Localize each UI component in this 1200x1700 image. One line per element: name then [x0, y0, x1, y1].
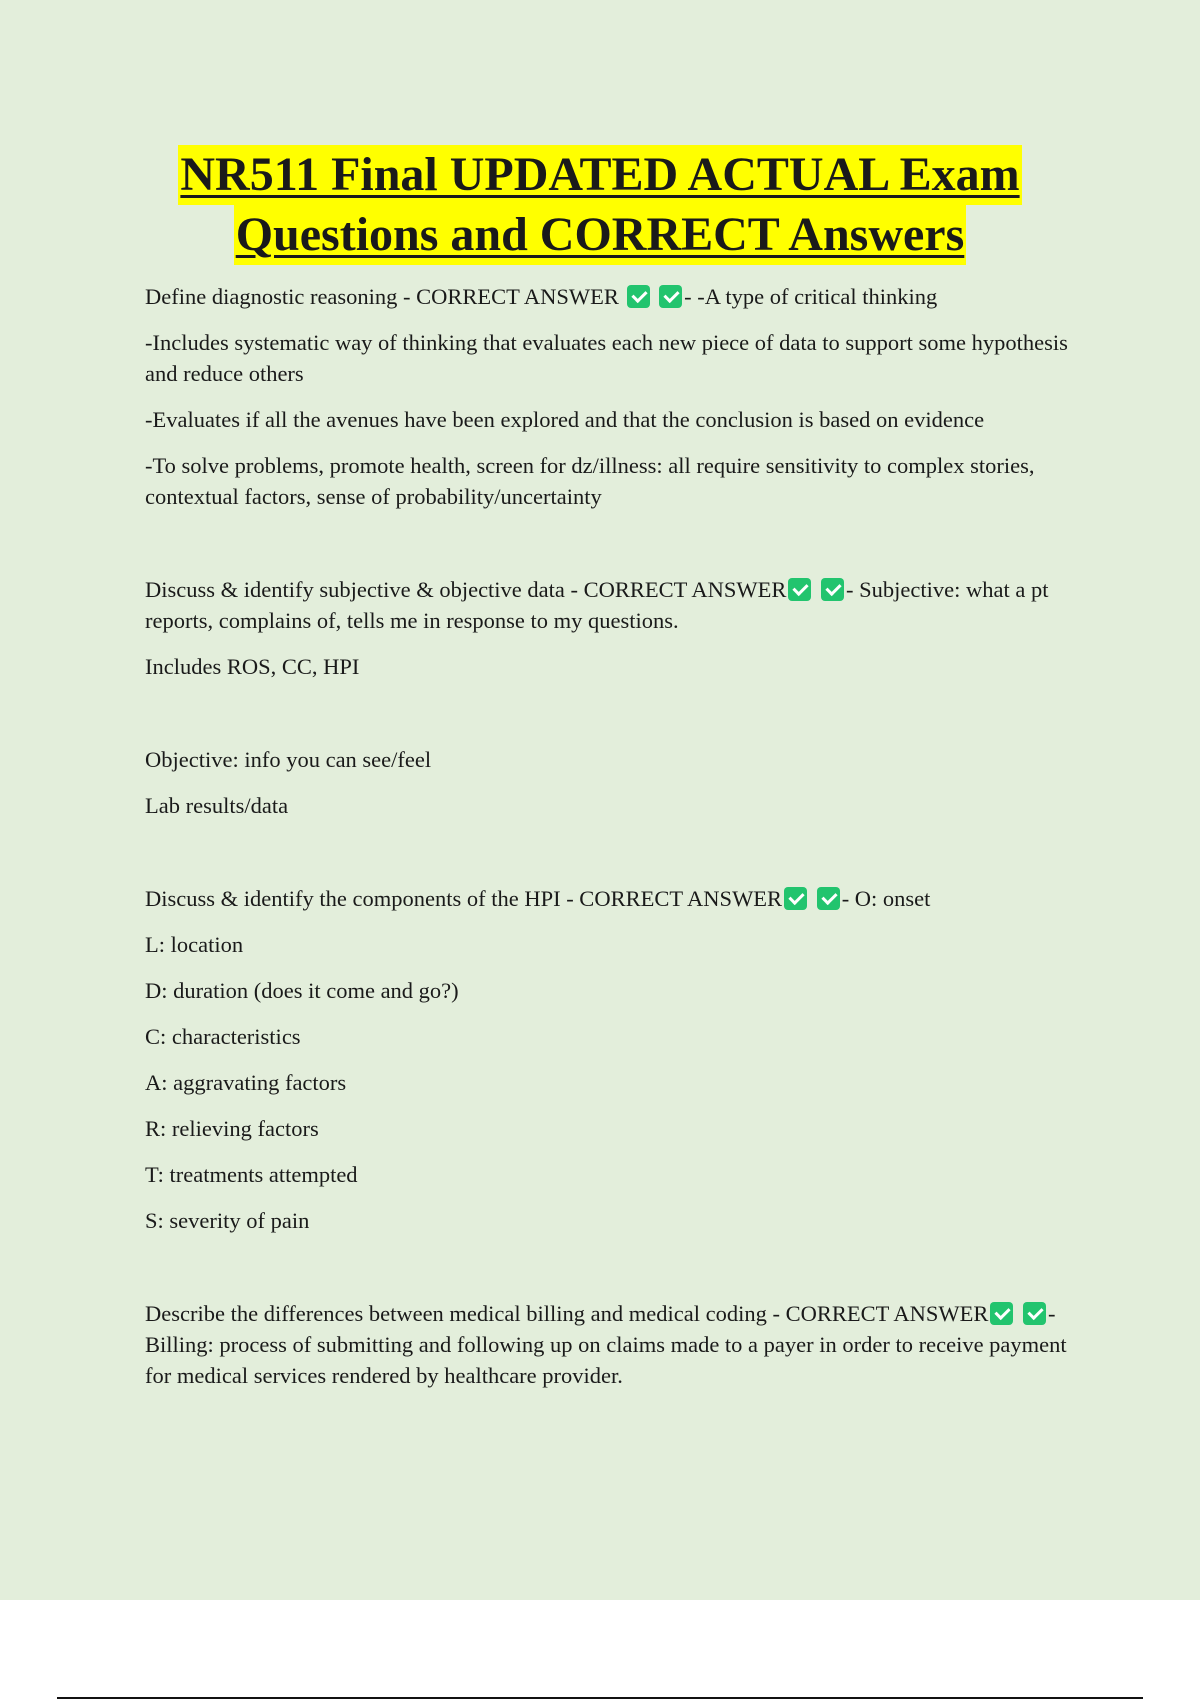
- answer-line: -Evaluates if all the avenues have been explored and that the conclusion is based on evidence: [145, 407, 985, 432]
- check-mark-icon: [784, 887, 807, 910]
- answer-line: R: relieving factors: [145, 1116, 319, 1141]
- question-text: Discuss & identify subjective & objective data - CORRECT ANSWER: [145, 577, 787, 602]
- answer-text: - Subjective: what a pt reports, complains of, tells me in response to my questions.: [145, 577, 1049, 633]
- check-mark-icon: [817, 887, 840, 910]
- answer-line: S: severity of pain: [145, 1208, 310, 1233]
- title-line-2: Questions and CORRECT Answers: [234, 205, 967, 265]
- answer-line: Objective: info you can see/feel: [145, 747, 432, 772]
- answer-line: C: characteristics: [145, 1024, 301, 1049]
- check-mark-icon: [1023, 1302, 1046, 1325]
- document-body: [145, 281, 1090, 1406]
- check-mark-icon: [627, 285, 650, 308]
- qa-item-2: [145, 574, 1090, 636]
- qa-item-4: [145, 1298, 1090, 1391]
- question-text: Define diagnostic reasoning - CORRECT ANSWER: [145, 284, 619, 309]
- answer-line: T: treatments attempted: [145, 1162, 358, 1187]
- title-line-1: NR511 Final UPDATED ACTUAL Exam: [178, 145, 1021, 205]
- check-mark-icon: [821, 578, 844, 601]
- check-mark-icon: [990, 1302, 1013, 1325]
- answer-text: - Billing: process of submitting and following up on claims made to a payer in order to receive payment for medical services rendered by healthcare provider.: [145, 1301, 1067, 1388]
- answer-line: L: location: [145, 932, 244, 957]
- question-text: Discuss & identify the components of the HPI - CORRECT ANSWER: [145, 886, 783, 911]
- footer-divider: [57, 1697, 1143, 1699]
- question-text: Describe the differences between medical billing and medical coding - CORRECT ANSWER: [145, 1301, 989, 1326]
- answer-line: D: duration (does it come and go?): [145, 978, 459, 1003]
- answer-text: - -A type of critical thinking: [684, 284, 938, 309]
- answer-line: A: aggravating factors: [145, 1070, 347, 1095]
- qa-item-1: [145, 281, 1090, 312]
- answer-line: Includes ROS, CC, HPI: [145, 654, 360, 679]
- qa-item-3: [145, 883, 1090, 914]
- check-mark-icon: [659, 285, 682, 308]
- answer-line: -Includes systematic way of thinking that evaluates each new piece of data to support some hypothesis and reduce others: [145, 330, 1068, 386]
- answer-line: -To solve problems, promote health, screen for dz/illness: all require sensitivity to complex stories, contextual factors, sense of probability/uncertainty: [145, 453, 1035, 509]
- answer-text: - O: onset: [841, 886, 931, 911]
- document-title: [0, 145, 1200, 265]
- check-mark-icon: [788, 578, 811, 601]
- answer-line: Lab results/data: [145, 793, 289, 818]
